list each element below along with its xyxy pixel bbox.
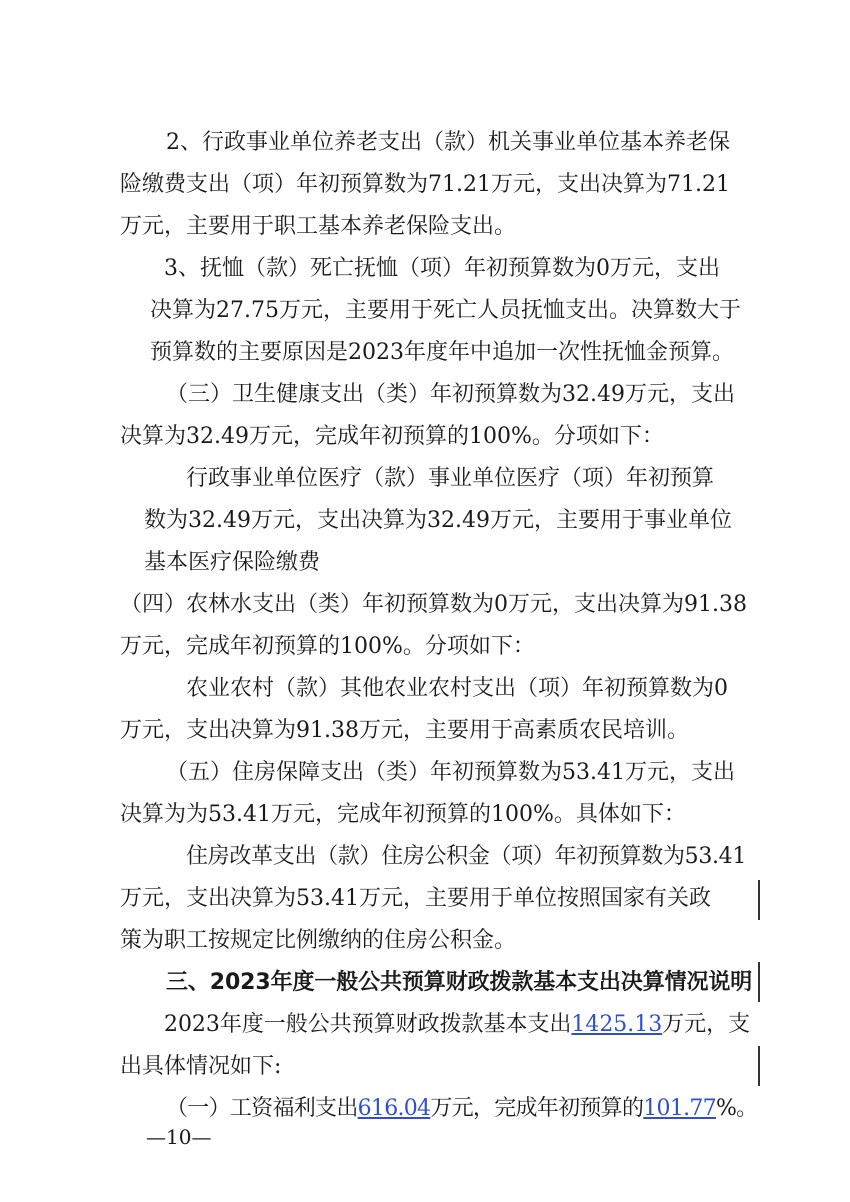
text-line: 险缴费支出（项）年初预算数为71.21万元，支出决算为71.21 [120, 172, 730, 197]
text-line: 万元，主要用于职工基本养老保险支出。 [120, 214, 517, 239]
text-line: 策为职工按规定比例缴纳的住房公积金。 [120, 928, 517, 953]
text-line: 住房改革支出（款）住房公积金（项）年初预算数为53.41 [186, 844, 747, 869]
page-number: —10— [146, 1125, 212, 1149]
text-line: 2、行政事业单位养老支出（款）机关事业单位基本养老保 [166, 130, 730, 155]
text-line: 决算为32.49万元，完成年初预算的100%。分项如下： [120, 424, 664, 449]
text-line: 出具体情况如下: [120, 1054, 282, 1079]
percent-link[interactable]: 101.77 [643, 1096, 716, 1121]
text-line: （五）住房保障支出（类）年初预算数为53.41万元，支出 [166, 760, 735, 785]
text-fragment: （一）工资福利支出 [166, 1096, 358, 1121]
amount-link[interactable]: 616.04 [357, 1096, 431, 1121]
text-line: 万元，完成年初预算的100%。分项如下： [120, 634, 535, 659]
section-heading: 三、2023年度一般公共预算财政拨款基本支出决算情况说明 [166, 970, 753, 995]
text-line: 行政事业单位医疗（款）事业单位医疗（项）年初预算 [186, 466, 715, 491]
text-line: 农业农村（款）其他农业农村支出（项）年初预算数为0 [186, 676, 728, 701]
text-line: （四）农林水支出（类）年初预算数为0万元，支出决算为91.38 [120, 592, 747, 617]
amount-link[interactable]: 1425.13 [571, 1012, 663, 1037]
text-fragment: 万元，支 [662, 1012, 751, 1037]
text-line: 3、抚恤（款）死亡抚恤（项）年初预算数为0万元，支出 [164, 256, 720, 281]
revision-bar [758, 962, 760, 1002]
text-line: 万元，支出决算为91.38万元，主要用于高素质农民培训。 [120, 718, 689, 743]
text-line [166, 1094, 758, 1124]
text-fragment: 万元，完成年初预算的 [430, 1096, 644, 1121]
text-fragment: %。 [715, 1096, 758, 1121]
text-line: 数为32.49万元，支出决算为32.49万元，主要用于事业单位 [144, 508, 732, 533]
text-line: 基本医疗保险缴费 [144, 550, 321, 575]
revision-bar [758, 1046, 760, 1086]
text-line: （三）卫生健康支出（类）年初预算数为32.49万元，支出 [166, 382, 735, 407]
text-line: 预算数的主要原因是2023年度年中追加一次性抚恤金预算。 [150, 340, 734, 365]
text-line: 万元，支出决算为53.41万元，主要用于单位按照国家有关政 [120, 886, 711, 911]
text-fragment: 2023年度一般公共预算财政拨款基本支出 [164, 1012, 572, 1037]
text-line: 决算为27.75万元，主要用于死亡人员抚恤支出。决算数大于 [150, 298, 741, 323]
text-line [164, 1010, 750, 1040]
revision-bar [758, 880, 760, 920]
text-line: 决算为为53.41万元，完成年初预算的100%。具体如下： [120, 802, 686, 827]
